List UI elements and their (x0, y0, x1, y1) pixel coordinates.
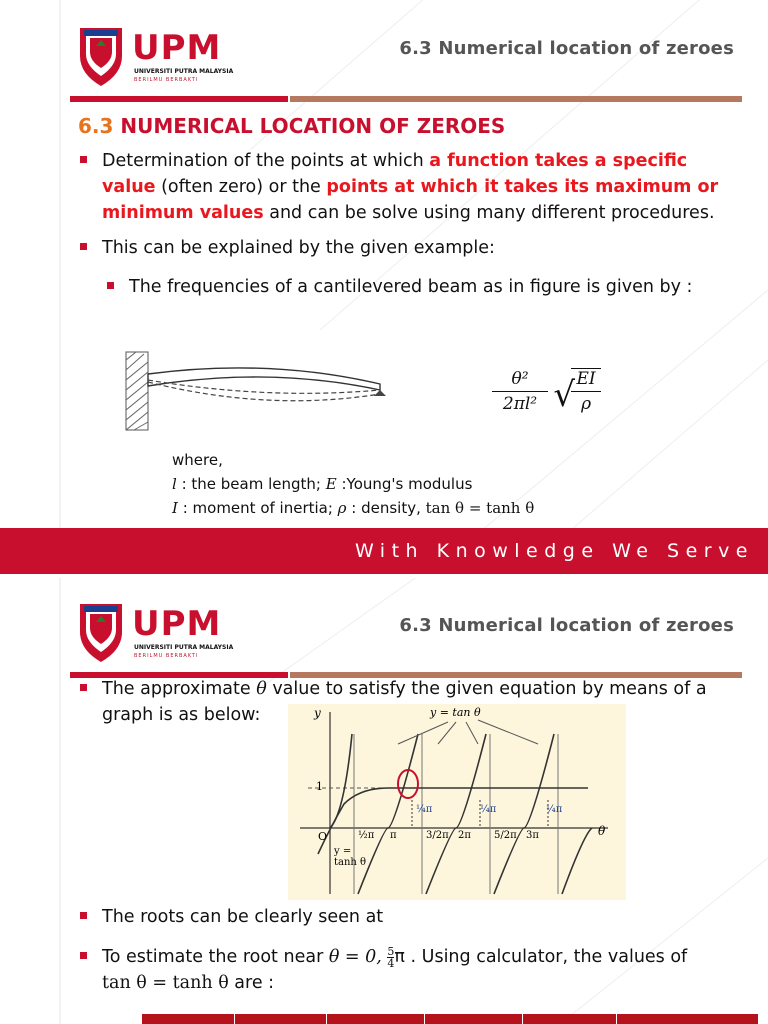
symbol-l: l (172, 475, 177, 493)
tick-three-pi: 3π (526, 830, 539, 841)
table-divider (616, 1014, 617, 1024)
bullet-text: This can be explained by the given example: (102, 238, 495, 258)
bullet-text: Determination of the points at which (102, 151, 430, 171)
highlight-text: points at which it takes its maximum or minimum values (102, 177, 719, 223)
header-rule-brown (290, 96, 742, 102)
bullet-text: π . Using calculator, the values of (394, 947, 688, 967)
logo-subtitle: UNIVERSITI PUTRA MALAYSIA (134, 68, 234, 75)
bullet-text: are : (228, 973, 275, 993)
frequency-formula (492, 368, 601, 428)
tick-half-pi: ½π (358, 830, 375, 841)
bullet-marker (80, 156, 87, 163)
bullet-text: (often zero) or the (155, 177, 327, 197)
bullet-marker (80, 243, 87, 250)
header-title: 6.3 Numerical location of zeroes (399, 38, 734, 59)
heading-number: 6.3 (78, 114, 114, 138)
header-title: 6.3 Numerical location of zeroes (399, 615, 734, 636)
logo-motto: BERILMU BERBAKTI (134, 653, 199, 659)
bullet-determination (102, 148, 742, 226)
tick-three-half-pi: 3/2π (426, 830, 449, 841)
definition-line-1 (172, 472, 534, 496)
symbol-e: E (325, 475, 337, 493)
definition-text: : the beam length; (176, 475, 326, 493)
equation-tan-tanh: tan θ = tanh θ (102, 973, 229, 993)
tick-two-pi: 2π (458, 830, 471, 841)
fraction-numerator: 5 (387, 944, 395, 958)
values-table-header (142, 1014, 758, 1024)
root-denominator: ρ (581, 394, 592, 414)
bullet-roots (102, 904, 742, 930)
upm-logo (78, 600, 248, 664)
footer-motto: With Knowledge We Serve (354, 540, 754, 562)
footer-bar (0, 528, 768, 574)
y-one-label: 1 (316, 780, 323, 793)
root-marker-3: ¼π (546, 804, 563, 815)
bullet-text: value to satisfy the given equation by means of a graph is as below: (102, 679, 707, 725)
tan-curve-label: y = tan θ (430, 706, 481, 719)
heading-text: NUMERICAL LOCATION OF ZEROES (120, 114, 506, 138)
bullet-text: The approximate (102, 679, 257, 699)
formula-numerator: θ² (492, 369, 548, 392)
table-divider (522, 1014, 523, 1024)
bullet-text: The roots can be clearly seen at (102, 907, 384, 927)
tick-five-half-pi: 5/2π (494, 830, 517, 841)
tanh-label (334, 846, 366, 868)
logo-motto: BERILMU BERBAKTI (134, 77, 199, 83)
formula-denominator: 2πl² (502, 393, 538, 414)
bullet-marker (80, 912, 87, 919)
origin-label: O (318, 830, 328, 843)
highlight-text: a function takes a specific value (102, 151, 688, 197)
bullet-marker (107, 282, 114, 289)
bullet-marker (80, 684, 87, 691)
cantilever-beam-figure (118, 340, 398, 440)
definition-text: : density, (346, 499, 426, 517)
slide-heading (78, 114, 505, 138)
where-label: where, (172, 451, 223, 469)
sqrt-sign: √ (553, 375, 576, 415)
root-marker-2: ¼π (480, 804, 497, 815)
equation-theta: θ = 0, (328, 947, 388, 967)
table-divider (234, 1014, 235, 1024)
symbol-rho: ρ (337, 499, 347, 517)
logo-subtitle: UNIVERSITI PUTRA MALAYSIA (134, 644, 234, 651)
header-rule-red (70, 96, 288, 102)
upm-logo (78, 24, 248, 88)
y-axis-label: y (314, 706, 321, 720)
definition-text: : moment of inertia; (177, 499, 338, 517)
definition-line-2 (172, 496, 534, 520)
slide-2 (0, 578, 768, 1024)
table-divider (424, 1014, 425, 1024)
logo-text: UPM (132, 28, 222, 68)
root-marker-1: ¼π (416, 804, 433, 815)
logo-text: UPM (132, 604, 222, 644)
root-numerator: EI (571, 369, 601, 392)
symbol-theta: θ (256, 679, 267, 699)
tanh-label-line: tanh θ (334, 857, 367, 868)
bullet-text: To estimate the root near (102, 947, 329, 967)
x-axis-label: θ (598, 824, 606, 838)
equation-tan-tanh: tan θ = tanh θ (425, 499, 535, 517)
bullet-example (102, 235, 742, 261)
bullet-marker (80, 952, 87, 959)
fraction-denominator: 4 (387, 956, 395, 970)
tanh-label-line: y = (334, 846, 352, 857)
table-divider (326, 1014, 327, 1024)
variable-definitions (172, 448, 534, 520)
bullet-text: The frequencies of a cantilevered beam as in figure is given by : (129, 277, 693, 297)
symbol-i: I (172, 499, 178, 517)
bullet-estimate (102, 944, 742, 996)
sub-bullet-frequencies (129, 274, 749, 300)
bullet-text: and can be solve using many different procedures. (263, 203, 715, 223)
definition-text: :Young's modulus (336, 475, 473, 493)
tan-tanh-graph (288, 704, 626, 900)
tick-pi: π (390, 830, 397, 841)
